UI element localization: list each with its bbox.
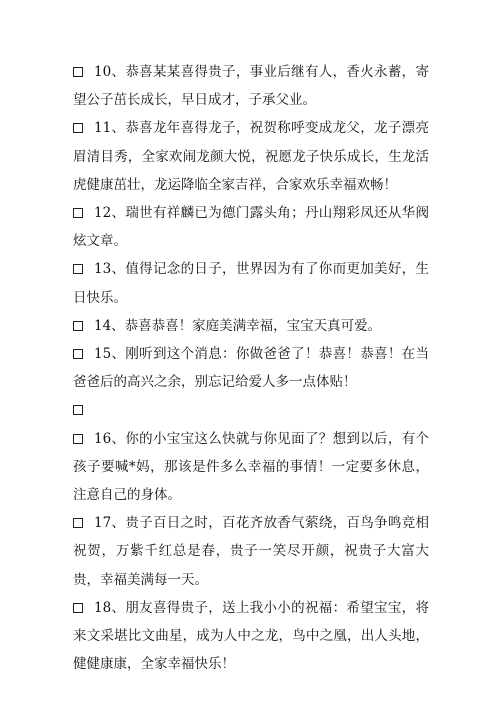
item-text: 12、瑞世有祥麟已为德门露头角；丹山翔彩凤还从华阀炫文章。 <box>73 205 429 250</box>
checkbox-icon[interactable] <box>73 67 83 77</box>
checkbox-icon[interactable] <box>73 603 83 613</box>
list-item <box>73 199 429 255</box>
checkbox-icon[interactable] <box>73 264 83 274</box>
list-item <box>73 58 429 114</box>
item-text: 18、朋友喜得贵子，送上我小小的祝福：希望宝宝，将来文采堪比文曲星，成为人中之龙，鸟中之凰，出人头地，健健康康，全家幸福快乐！ <box>73 599 429 673</box>
list-item <box>73 255 429 311</box>
item-text: 14、恭喜恭喜！家庭美满幸福，宝宝天真可爱。 <box>94 317 382 334</box>
checkbox-icon[interactable] <box>73 123 83 133</box>
list-item <box>73 594 429 679</box>
item-text: 13、值得记念的日子，世界因为有了你而更加美好，生日快乐。 <box>73 261 429 306</box>
item-text: 16、你的小宝宝这么快就与你见面了？想到以后，有个孩子要喊*妈，那该是件多么幸福的事情！一定要多休息，注意自己的身体。 <box>73 430 429 504</box>
list-item <box>73 396 429 424</box>
list-item <box>73 312 429 340</box>
item-text: 17、贵子百日之时，百花齐放香气萦绕，百鸟争鸣竞相祝贺，万紫千红总是春，贵子一笑尽开颜，祝贵子大富大贵，幸福美满每一天。 <box>73 515 429 588</box>
wishes-list <box>73 58 429 678</box>
list-item <box>73 509 429 594</box>
checkbox-icon[interactable] <box>73 321 83 331</box>
item-text: 15、刚听到这个消息：你做爸爸了！恭喜！恭喜！在当爸爸后的高兴之余，别忘记给爱人多一点体贴！ <box>73 346 429 391</box>
list-item <box>73 114 429 199</box>
item-text: 11、恭喜龙年喜得龙子，祝贺称呼变成龙父，龙子漂亮眉清目秀，全家欢闹龙颜大悦，祝愿龙子快乐成长，生龙活虎健康茁壮，龙运降临全家吉祥，合家欢乐幸福欢畅！ <box>73 120 429 193</box>
list-item <box>73 425 429 510</box>
checkbox-icon[interactable] <box>73 434 83 444</box>
checkbox-icon[interactable] <box>73 208 83 218</box>
checkbox-icon[interactable] <box>73 349 83 359</box>
item-text: 10、恭喜某某喜得贵子，事业后继有人，香火永蓄，寄望公子茁长成长，早日成才，子承父业。 <box>73 64 429 109</box>
checkbox-icon[interactable] <box>73 518 83 528</box>
list-item <box>73 340 429 396</box>
checkbox-icon[interactable] <box>73 405 83 415</box>
